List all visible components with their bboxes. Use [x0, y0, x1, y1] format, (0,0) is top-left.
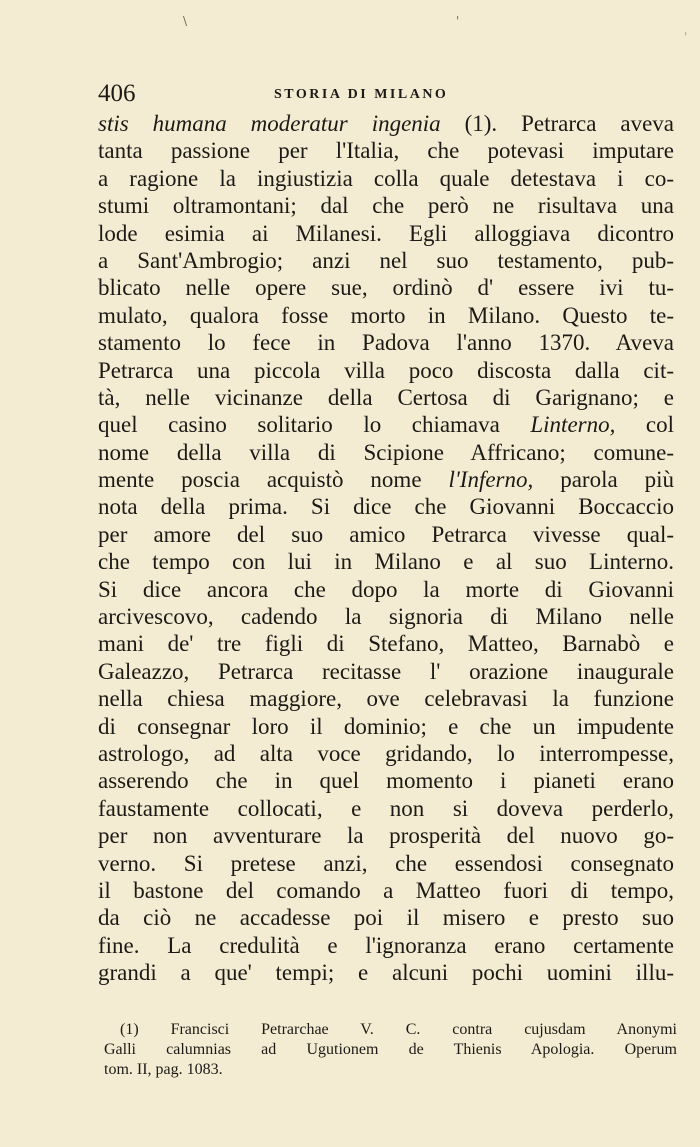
text-line [98, 685, 674, 712]
footnote-line: tom. II, pag. 1083. [104, 1061, 223, 1078]
text-segment: Galeazzo, Petrarca recitasse l' orazione inaugurale [98, 658, 674, 684]
text-segment: verno. Si pretese anzi, che essendosi consegnato [98, 850, 674, 876]
text-line [98, 165, 674, 192]
text-line [98, 576, 674, 603]
text-line [98, 877, 674, 904]
text-line [98, 904, 674, 931]
text-line [98, 357, 674, 384]
text-segment: per non avventurare la prosperità del nuovo go- [98, 823, 674, 849]
text-line [98, 713, 674, 740]
text-segment: Petrarca una piccola villa poco discosta dalla cit- [98, 357, 674, 383]
text-line [98, 247, 674, 274]
text-line [98, 850, 674, 877]
print-speck: \ [183, 14, 188, 28]
text-line [98, 411, 674, 438]
text-line [98, 603, 674, 630]
text-segment: blicato nelle opere sue, ordinò d' essere ivi tu- [98, 275, 674, 301]
page-number: 406 [98, 80, 136, 107]
text-line [98, 548, 674, 575]
text-segment: da ciò ne accadesse poi il misero e presto suo [98, 905, 674, 931]
text-segment: che tempo con lui in Milano e al suo Linterno. [98, 549, 674, 575]
text-segment: a Sant'Ambrogio; anzi nel suo testamento, pub- [98, 247, 674, 273]
text-line [98, 220, 674, 247]
text-segment: tà, nelle vicinanze della Certosa di Garignano; e [98, 384, 674, 410]
text-line [98, 329, 674, 356]
text-line [98, 822, 674, 849]
text-line [98, 110, 674, 137]
text-line [98, 630, 674, 657]
text-line [98, 137, 674, 164]
text-segment: tanta passione per l'Italia, che potevasi imputare [98, 138, 674, 164]
text-segment: col [615, 412, 674, 438]
print-speck: ' [456, 14, 460, 28]
text-line [98, 274, 674, 301]
text-line [98, 493, 674, 520]
text-line [98, 767, 674, 794]
text-segment: nota della prima. Si dice che Giovanni Boccaccio [98, 494, 674, 520]
italic-text: l'Inferno, [448, 467, 534, 493]
text-segment: asserendo che in quel momento i pianeti erano [98, 768, 674, 794]
text-segment: lode esimia ai Milanesi. Egli alloggiava dicontro [98, 220, 674, 246]
text-line [98, 932, 674, 959]
italic-text: Linterno, [530, 412, 616, 438]
text-segment: arcivescovo, cadendo la signoria di Milano nelle [98, 604, 674, 630]
text-segment: a ragione la ingiustizia colla quale detestava i co- [98, 165, 674, 191]
text-line [98, 302, 674, 329]
text-segment: parola più [533, 467, 674, 493]
text-segment: faustamente collocati, e non si doveva perderlo, [98, 795, 674, 821]
italic-text: stis humana moderatur ingenia [98, 111, 441, 136]
text-segment: il bastone del comando a Matteo fuori di tempo, [98, 877, 674, 903]
text-segment: di consegnar loro il dominio; e che un impudente [98, 713, 674, 739]
text-segment: grandi a que' tempi; e alcuni pochi uomini illu- [98, 960, 674, 986]
text-line [98, 658, 674, 685]
text-line [98, 740, 674, 767]
text-line [98, 959, 674, 986]
text-segment: mente poscia acquistò nome [98, 467, 449, 493]
text-segment: nome della villa di Scipione Affricano; comune- [98, 439, 674, 465]
text-segment: per amore del suo amico Petrarca vivesse qual- [98, 521, 674, 547]
footnote [104, 1020, 677, 1080]
text-line [98, 795, 674, 822]
running-head: STORIA DI MILANO [274, 87, 449, 102]
text-segment: mani de' tre figli di Stefano, Matteo, Barnabò e [98, 631, 674, 657]
text-line [98, 439, 674, 466]
page-header [98, 80, 598, 112]
text-segment: (1). Petrarca aveva [440, 111, 674, 136]
text-line [98, 521, 674, 548]
text-segment: stumi oltramontani; dal che però ne risultava una [98, 193, 674, 219]
body-text [98, 110, 674, 987]
footnote-line: Galli calumnias ad Ugutionem de Thienis Apologia. Operum [104, 1041, 677, 1058]
text-line [98, 192, 674, 219]
text-segment: astrologo, ad alta voce gridando, lo interrompesse, [98, 740, 674, 766]
text-line [98, 384, 674, 411]
text-segment: nella chiesa maggiore, ove celebravasi la funzione [98, 686, 674, 712]
text-segment: fine. La credulità e l'ignoranza erano certamente [98, 932, 674, 958]
text-segment: stamento lo fece in Padova l'anno 1370. Aveva [98, 330, 674, 356]
text-segment: Si dice ancora che dopo la morte di Giovanni [98, 576, 674, 602]
print-speck: ' [684, 30, 688, 44]
text-segment: quel casino solitario lo chiamava [98, 412, 531, 438]
footnote-line: (1) Francisci Petrarchae V. C. contra cujusdam Anonymi [120, 1021, 677, 1038]
text-segment: mulato, qualora fosse morto in Milano. Questo te- [98, 302, 674, 328]
text-line [98, 466, 674, 493]
